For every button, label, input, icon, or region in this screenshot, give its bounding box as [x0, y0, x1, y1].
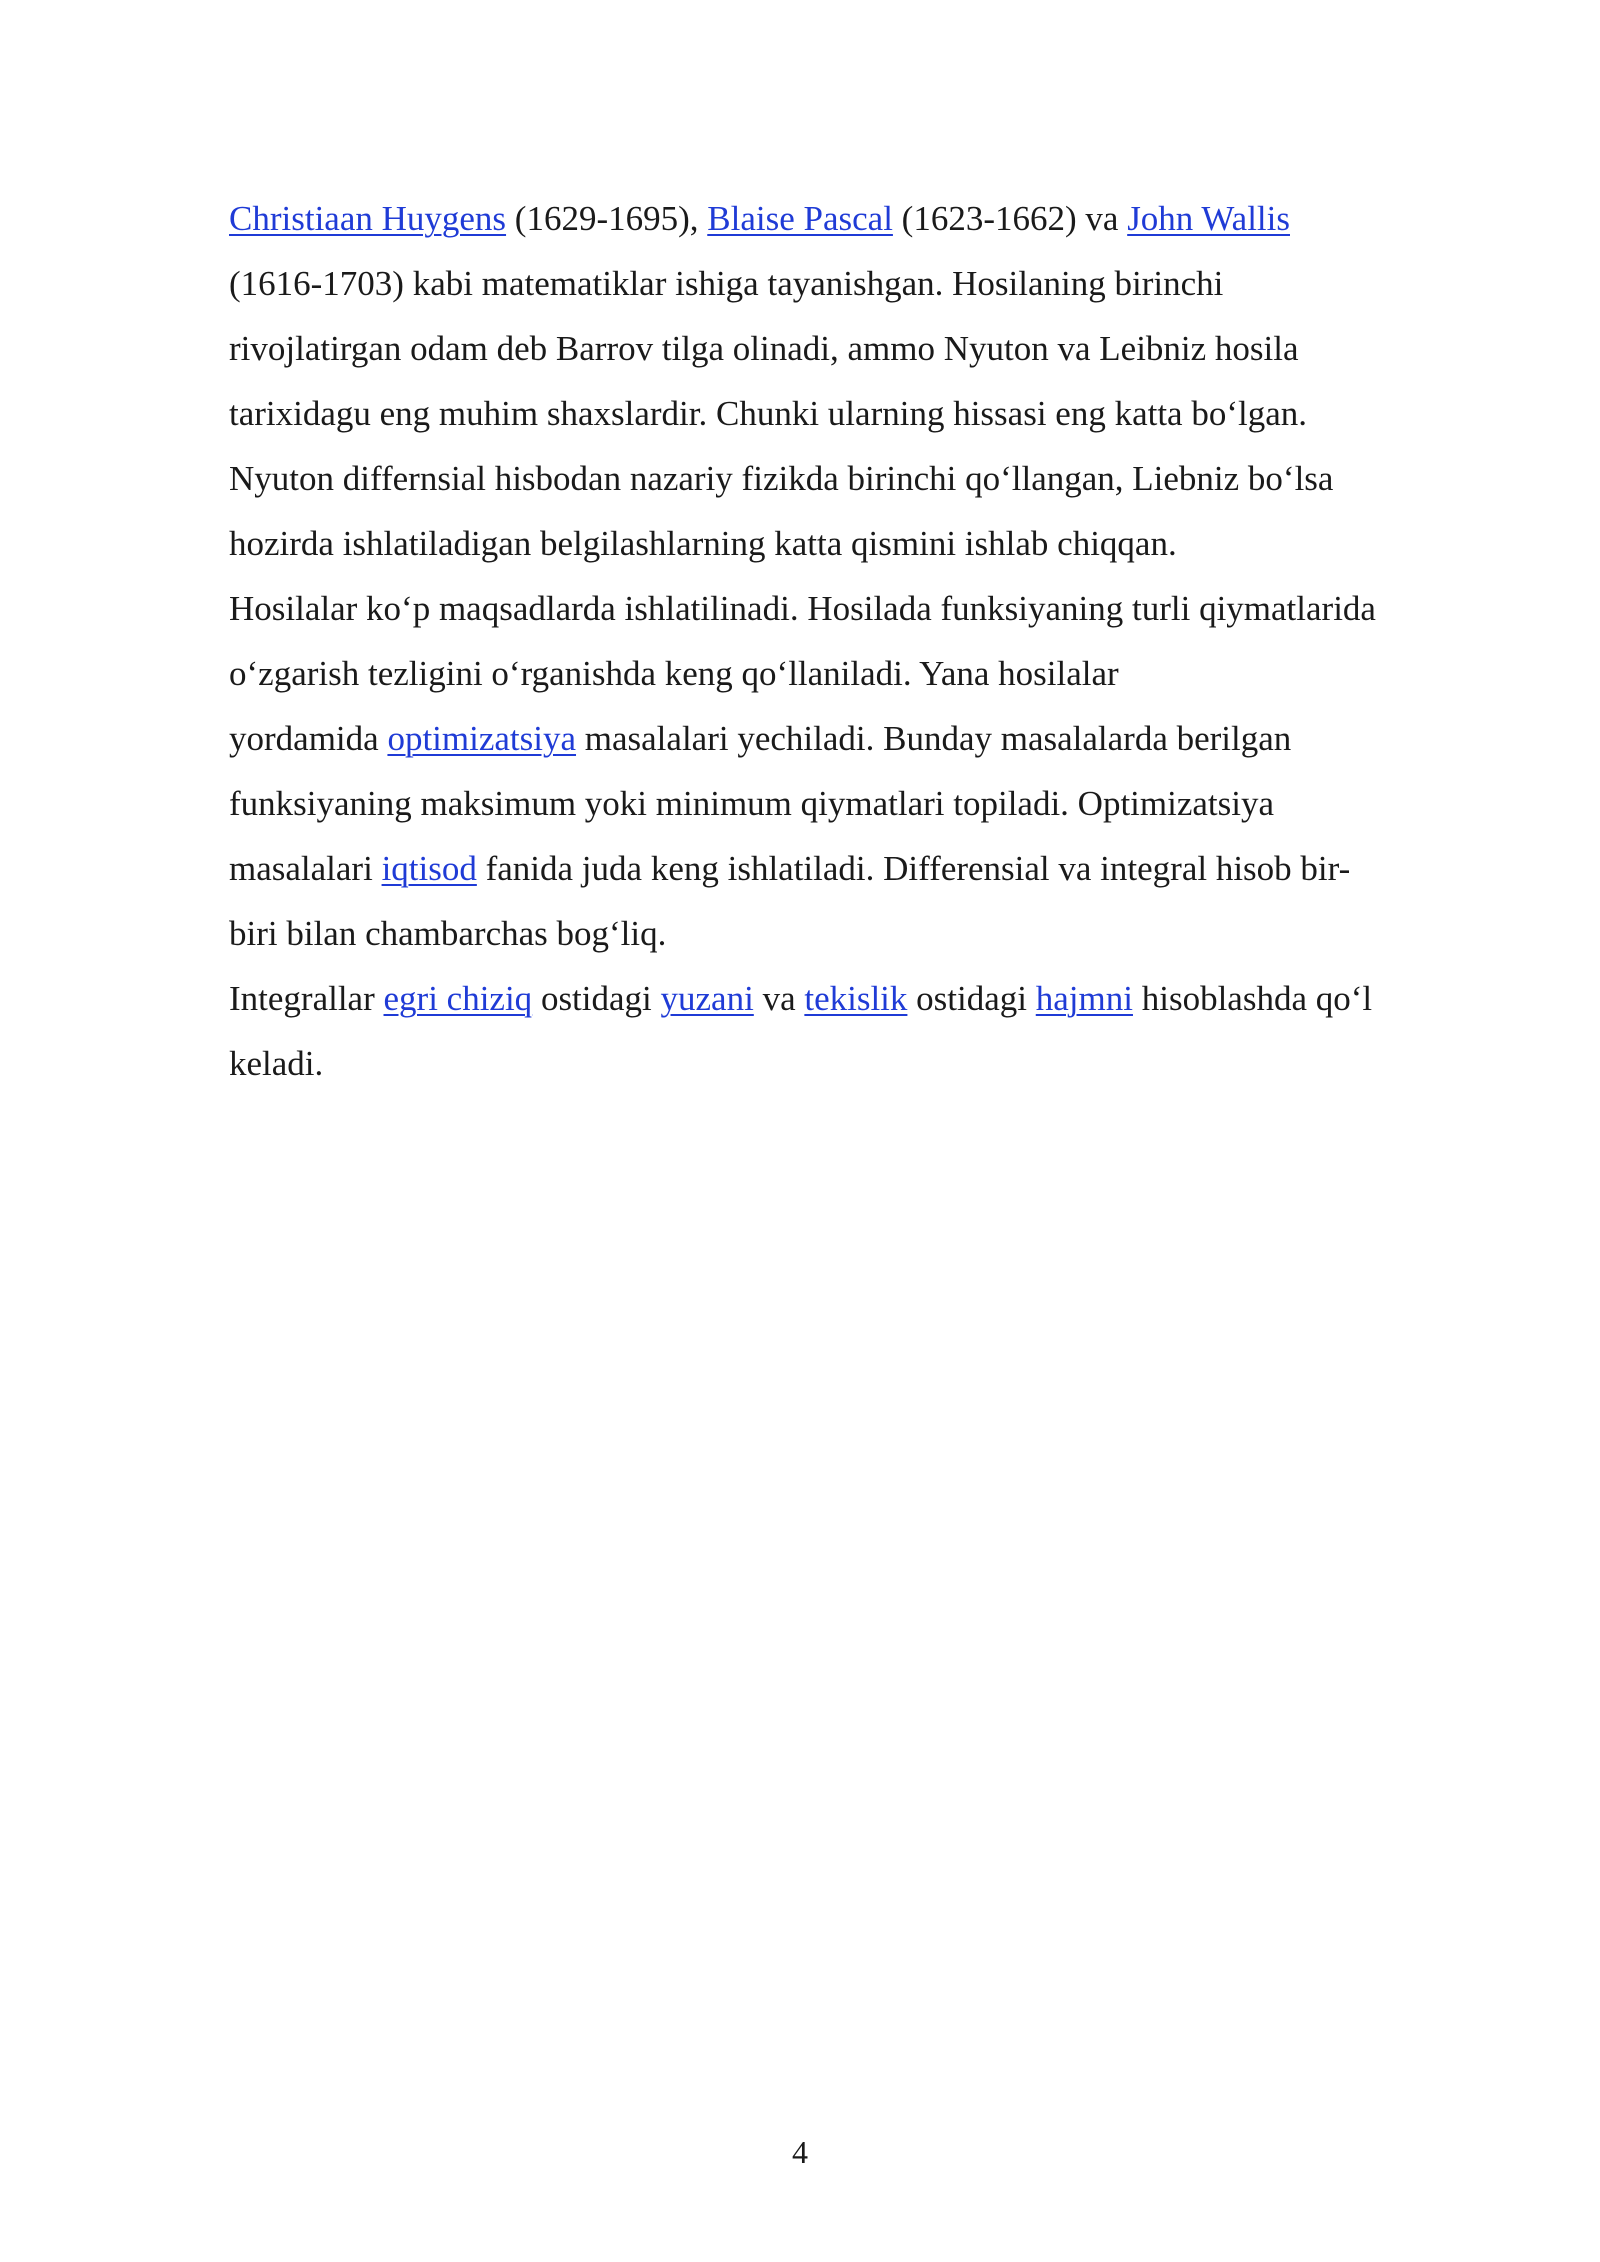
text-segment: ostidagi [532, 979, 661, 1018]
text-line [229, 901, 1489, 966]
hyperlink[interactable]: hajmni [1035, 979, 1133, 1018]
text-segment: (1629-1695), [506, 199, 708, 238]
text-segment: rivojlatirgan odam deb Barrov tilga olinadi, ammo Nyuton va Leibniz hosila [229, 329, 1299, 368]
hyperlink[interactable]: egri chiziq [383, 979, 533, 1018]
text-line [229, 446, 1489, 511]
text-segment: (1623-1662) va [892, 199, 1128, 238]
text-segment: fanida juda keng ishlatiladi. Differensial va integral hisob bir- [476, 849, 1351, 888]
page-number: 4 [792, 2134, 808, 2170]
text-segment: va [753, 979, 805, 1018]
text-segment: Integrallar [229, 979, 384, 1018]
text-segment: (1616-1703) kabi matematiklar ishiga tayanishgan. Hosilaning birinchi [229, 264, 1224, 303]
text-segment: yordamida [229, 719, 388, 758]
text-segment: ostidagi [907, 979, 1036, 1018]
hyperlink[interactable]: Christiaan Huygens [229, 199, 507, 238]
text-line [229, 836, 1489, 901]
text-line [229, 511, 1489, 576]
text-segment: hozirda ishlatiladigan belgilashlarning katta qismini ishlab chiqqan. [229, 524, 1177, 563]
text-segment: tarixidagu eng muhim shaxslardir. Chunki ularning hissasi eng katta bo‘lgan. [229, 394, 1308, 433]
hyperlink[interactable]: tekislik [804, 979, 908, 1018]
hyperlink[interactable]: yuzani [660, 979, 754, 1018]
text-segment: Nyuton differnsial hisbodan nazariy fizikda birinchi qo‘llangan, Liebniz bo‘lsa [229, 459, 1334, 498]
text-segment: biri bilan chambarchas bog‘liq. [229, 914, 667, 953]
text-segment: hisoblashda qo‘l [1132, 979, 1373, 1018]
text-line [229, 316, 1489, 381]
hyperlink[interactable]: John Wallis [1127, 199, 1290, 238]
text-line [229, 576, 1489, 641]
text-line [229, 1031, 1489, 1096]
text-segment: keladi. [229, 1044, 324, 1083]
hyperlink[interactable]: optimizatsiya [387, 719, 577, 758]
text-segment: masalalari yechiladi. Bunday masalalarda berilgan [576, 719, 1292, 758]
text-segment: o‘zgarish tezligini o‘rganishda keng qo‘llaniladi. Yana hosilalar [229, 654, 1119, 693]
text-line [229, 641, 1489, 706]
text-line [229, 186, 1489, 251]
text-line [229, 706, 1489, 771]
text-segment: Hosilalar ko‘p maqsadlarda ishlatilinadi. Hosilada funksiyaning turli qiymatlarida [229, 589, 1376, 628]
text-line [229, 251, 1489, 316]
body-text [229, 186, 1489, 1096]
text-line [229, 771, 1489, 836]
text-segment: masalalari [229, 849, 382, 888]
text-line [229, 381, 1489, 446]
hyperlink[interactable]: iqtisod [381, 849, 477, 888]
hyperlink[interactable]: Blaise Pascal [707, 199, 893, 238]
text-segment: funksiyaning maksimum yoki minimum qiymatlari topiladi. Optimizatsiya [229, 784, 1275, 823]
text-line [229, 966, 1489, 1031]
